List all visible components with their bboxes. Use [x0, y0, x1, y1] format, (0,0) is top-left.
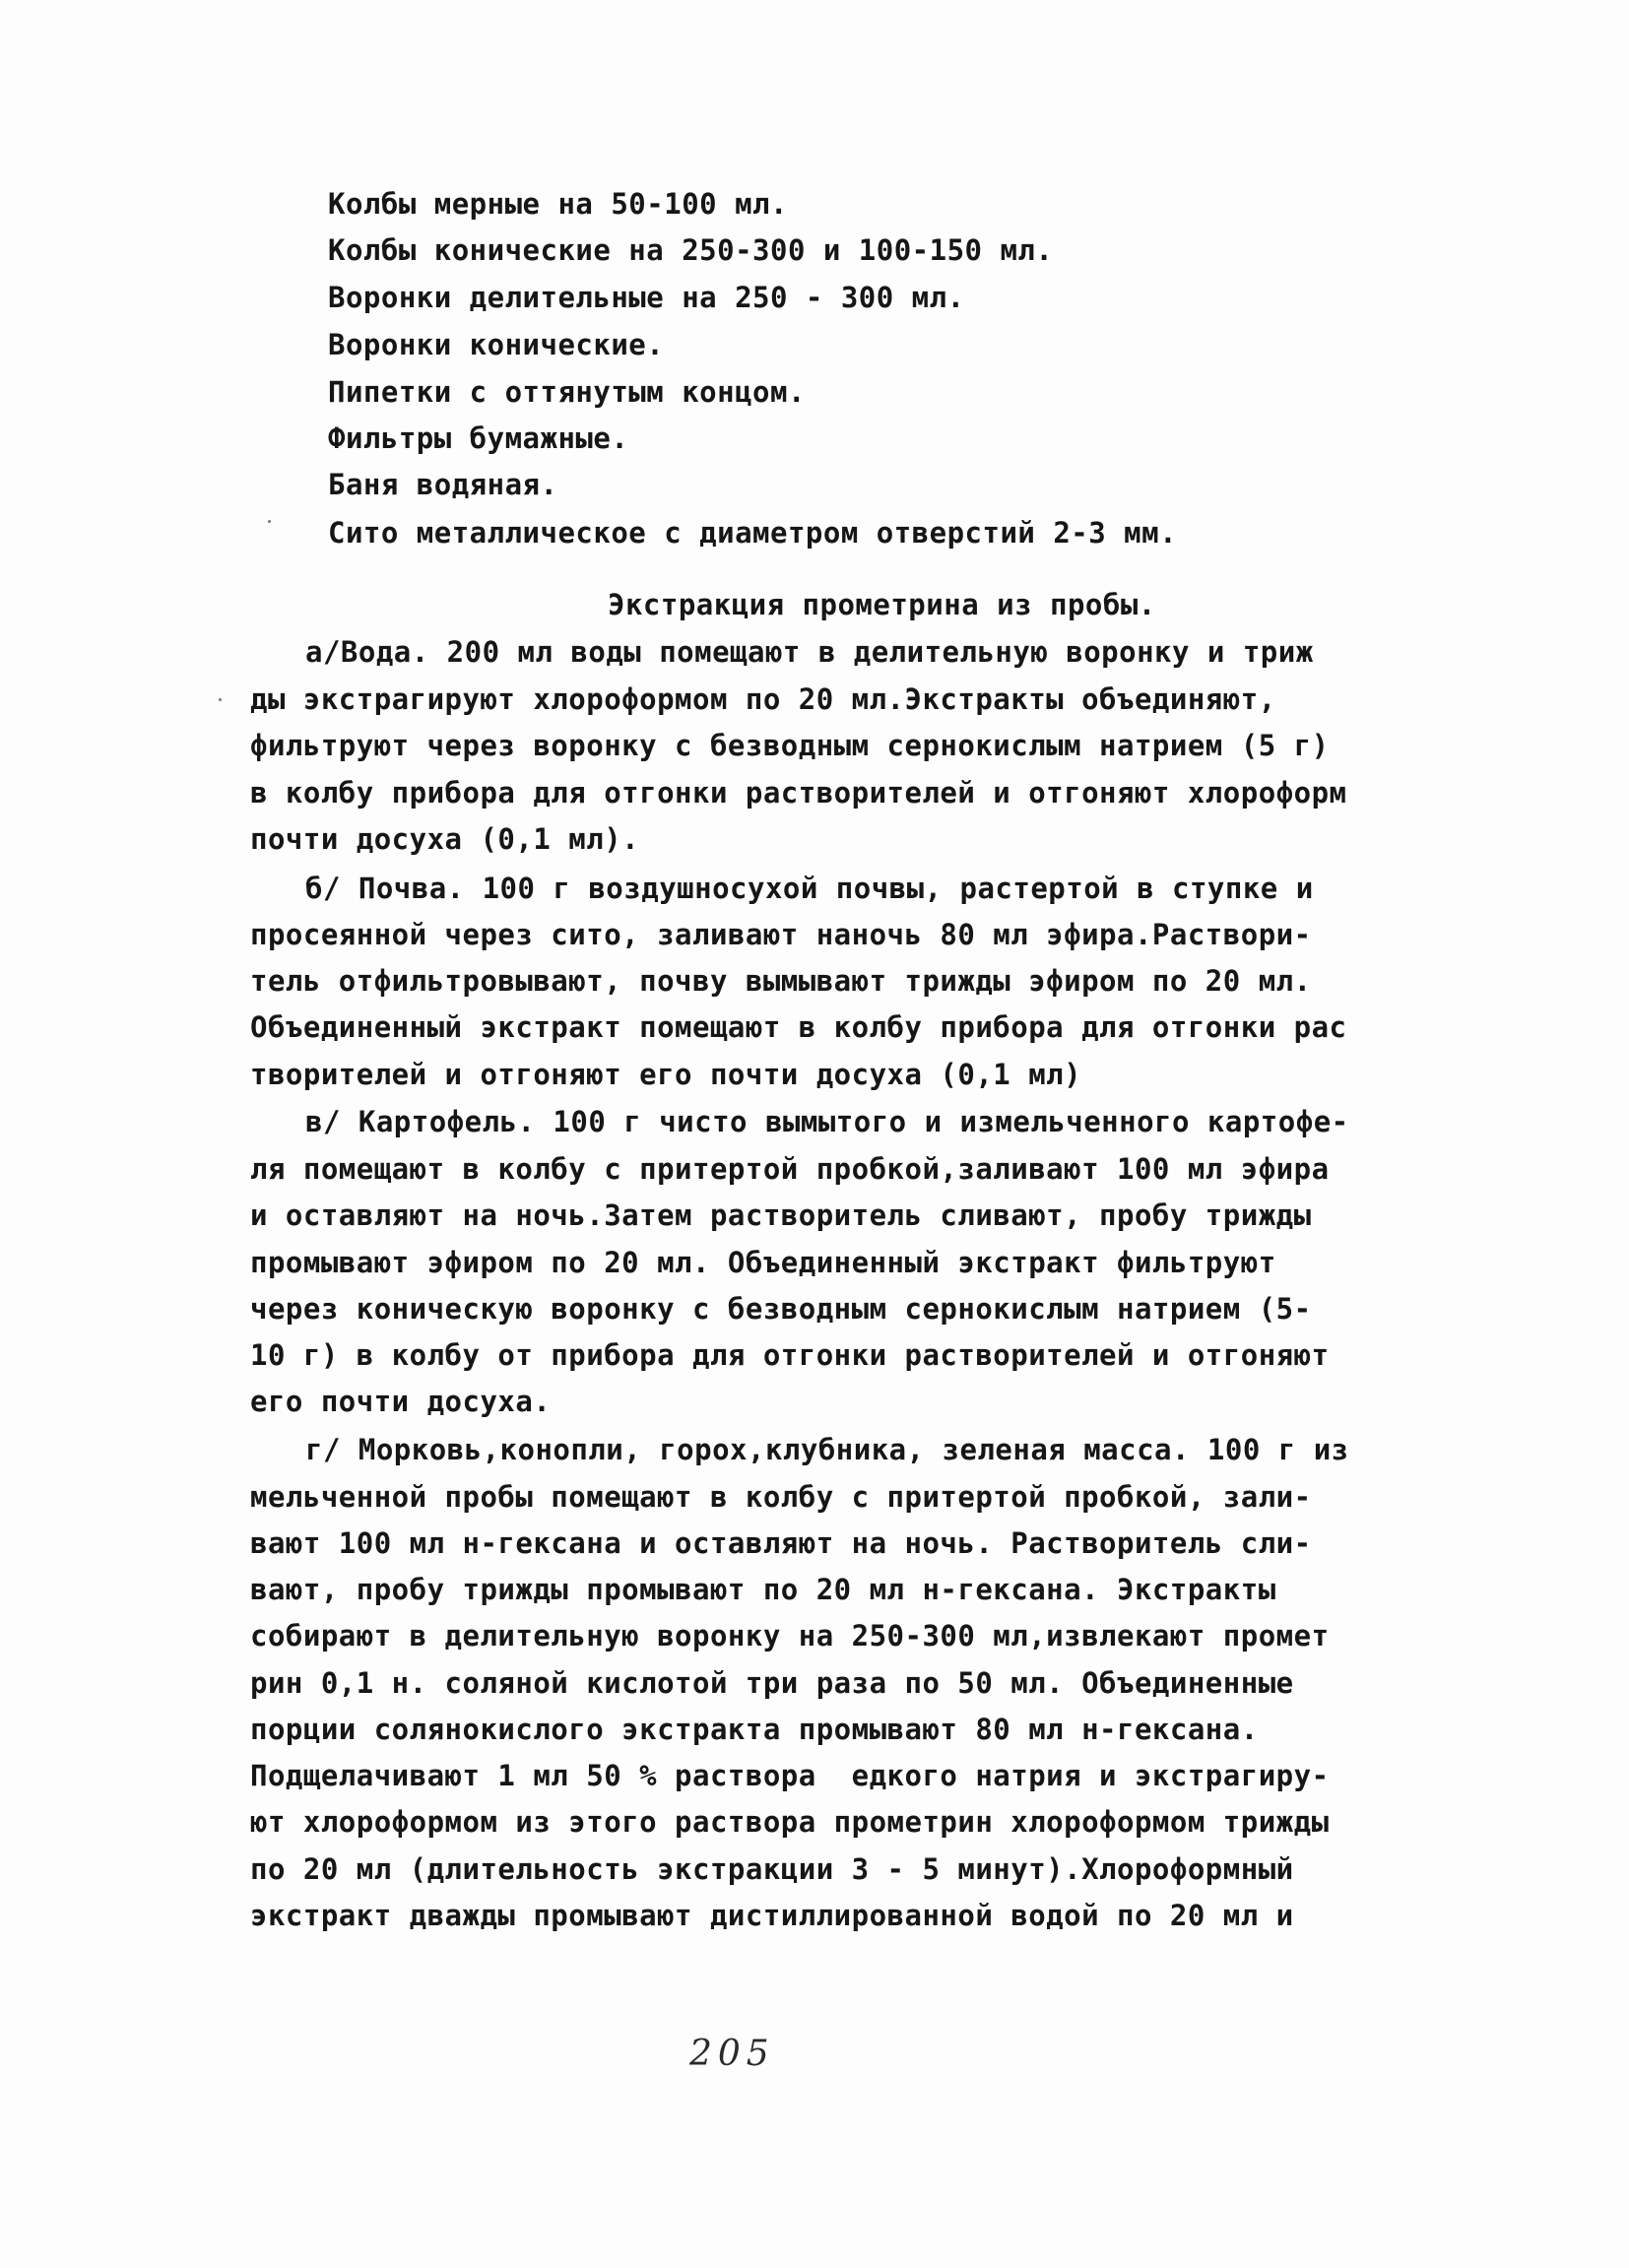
page-number: 205 — [689, 2034, 775, 2074]
paragraph-line: в колбу прибора для отгонки растворителей и отгоняют хлороформ — [250, 776, 1347, 810]
paragraph-line: почти досуха (0,1 мл). — [250, 822, 640, 856]
paragraph-line: и оставляют на ночь.Затем растворитель сливают, пробу трижды — [250, 1199, 1312, 1232]
equipment-item: Баня водяная. — [328, 468, 558, 501]
equipment-item: Колбы конические на 250-300 и 100-150 мл. — [328, 233, 1054, 267]
paragraph-line: г/ Морковь,конопли, горох,клубника, зеленая масса. 100 г из — [305, 1433, 1349, 1466]
paragraph-line: по 20 мл (длительность экстракции 3 - 5 минут).Хлороформный — [250, 1852, 1294, 1886]
paragraph-line: в/ Картофель. 100 г чисто вымытого и измельченного картофе- — [305, 1105, 1349, 1138]
scan-speck — [219, 698, 222, 701]
paragraph-line: промывают эфиром по 20 мл. Объединенный экстракт фильтруют — [250, 1246, 1276, 1279]
paragraph-line: творителей и отгоняют его почти досуха (0,1 мл) — [250, 1058, 1082, 1091]
paragraph-line: тель отфильтровывают, почву вымывают трижды эфиром по 20 мл. — [250, 964, 1312, 998]
paragraph-line: б/ Почва. 100 г воздушносухой почвы, растертой в ступке и — [305, 872, 1314, 905]
paragraph-line: фильтруют через воронку с безводным сернокислым натрием (5 г) — [250, 729, 1330, 762]
paragraph-line: Объединенный экстракт помещают в колбу прибора для отгонки рас — [250, 1010, 1347, 1044]
paragraph-line: ды экстрагируют хлороформом по 20 мл.Экстракты объединяют, — [250, 682, 1276, 716]
paragraph-line: а/Вода. 200 мл воды помещают в делительную воронку и триж — [305, 635, 1314, 669]
equipment-item: Воронки конические. — [328, 328, 665, 361]
equipment-item: Фильтры бумажные. — [328, 421, 629, 455]
paragraph-line: порции солянокислого экстракта промывают 80 мл н-гексана. — [250, 1713, 1259, 1746]
paragraph-line: собирают в делительную воронку на 250-300 мл,извлекают промет — [250, 1619, 1330, 1652]
paragraph-line: ют хлороформом из этого раствора прометрин хлороформом трижды — [250, 1805, 1330, 1839]
paragraph-line: мельченной пробы помещают в колбу с притертой пробкой, зали- — [250, 1480, 1312, 1514]
paragraph-line: вают, пробу трижды промывают по 20 мл н-гексана. Экстракты — [250, 1573, 1276, 1606]
paragraph-line: вают 100 мл н-гексана и оставляют на ночь. Растворитель сли- — [250, 1526, 1312, 1560]
scan-speck — [268, 520, 271, 523]
paragraph-line: просеянной через сито, заливают наночь 80 мл эфира.Раствори- — [250, 918, 1312, 951]
equipment-item: Пипетки с оттянутым концом. — [328, 375, 806, 409]
paragraph-line: рин 0,1 н. соляной кислотой три раза по 50 мл. Объединенные — [250, 1666, 1294, 1700]
paragraph-line: его почти досуха. — [250, 1385, 552, 1418]
paragraph-line: через коническую воронку с безводным сернокислым натрием (5- — [250, 1292, 1312, 1326]
paragraph-line: 10 г) в колбу от прибора для отгонки растворителей и отгоняют — [250, 1338, 1330, 1372]
paragraph-line: Подщелачивают 1 мл 50 % раствора едкого натрия и экстрагиру- — [250, 1759, 1330, 1792]
paragraph-line: ля помещают в колбу с притертой пробкой,заливают 100 мл эфира — [250, 1152, 1330, 1186]
paragraph-line: экстракт дважды промывают дистиллированной водой по 20 мл и — [250, 1899, 1294, 1932]
equipment-item: Сито металлическое с диаметром отверстий 2-3 мм. — [328, 516, 1178, 550]
section-title: Экстракция прометрина из пробы. — [608, 588, 1156, 621]
equipment-item: Воронки делительные на 250 - 300 мл. — [328, 281, 965, 314]
equipment-item: Колбы мерные на 50-100 мл. — [328, 187, 788, 221]
